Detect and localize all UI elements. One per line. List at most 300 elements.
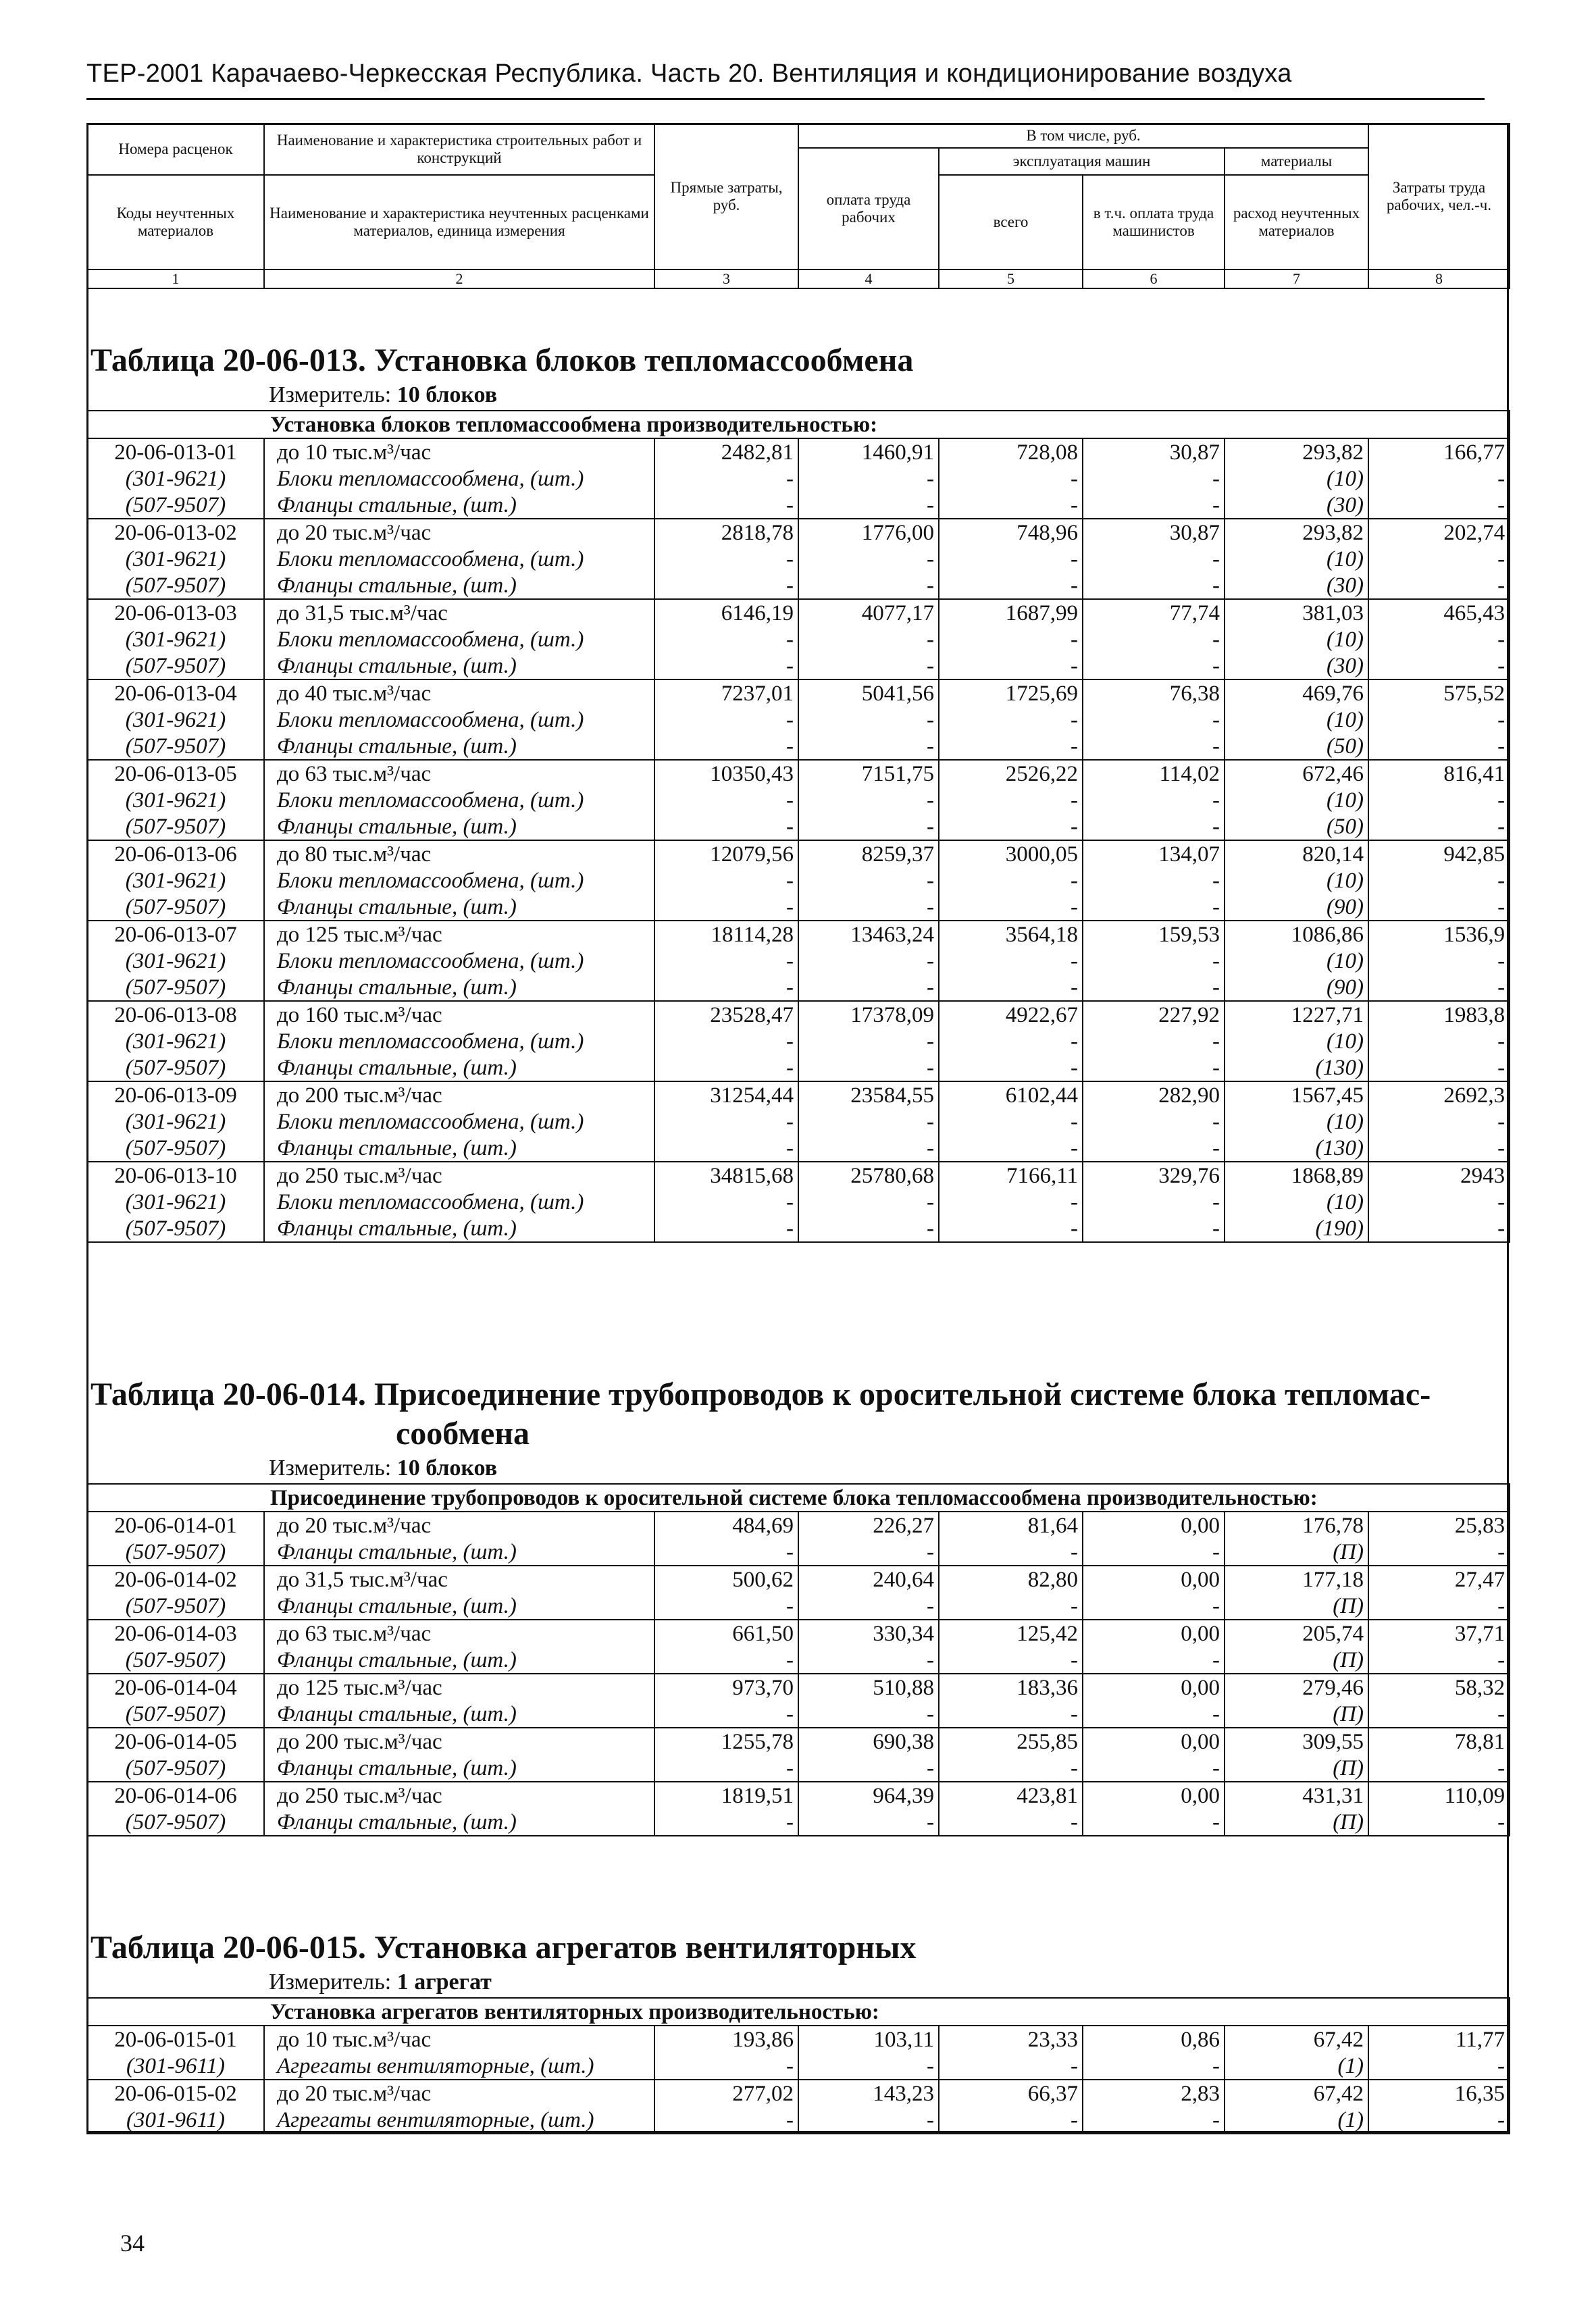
machine-total: 183,36 [939,1674,1083,1701]
labor-hours: 575,52 [1368,679,1510,706]
rate-name: до 31,5 тыс.м³/час [264,599,654,626]
material-code: (301-9611) [87,2053,264,2080]
material-row [87,733,1510,760]
table-title [86,1928,1509,1968]
price-table [86,1483,1510,1836]
materials-cost: 820,14 [1225,840,1368,867]
materials-cost: 309,55 [1225,1728,1368,1755]
machine-total: 728,08 [939,438,1083,465]
rate-name: до 160 тыс.м³/час [264,1001,654,1028]
machinist-pay: 227,92 [1083,1001,1225,1028]
empty-value: - [939,1054,1083,1081]
direct-cost: 34815,68 [654,1162,798,1189]
empty-value: - [1368,733,1510,760]
rate-row [87,840,1510,867]
rate-row [87,1512,1510,1539]
labor-pay: 5041,56 [798,679,939,706]
material-code: (301-9621) [87,1028,264,1054]
material-code: (507-9507) [87,1539,264,1566]
labor-pay: 510,88 [798,1674,939,1701]
machine-total: 125,42 [939,1620,1083,1647]
material-row [87,626,1510,652]
empty-value: - [798,974,939,1001]
table-section [86,1375,1509,1836]
machinist-pay: 0,00 [1083,1512,1225,1539]
machinist-pay: 0,86 [1083,2026,1225,2053]
col-num-3: 3 [654,269,798,288]
material-qty: (10) [1225,546,1368,572]
rate-code: 20-06-013-04 [87,679,264,706]
empty-value: - [1083,465,1225,492]
empty-value: - [1083,1593,1225,1620]
empty-value: - [939,706,1083,733]
empty-value: - [798,2107,939,2134]
material-row [87,1593,1510,1620]
rate-code: 20-06-013-08 [87,1001,264,1028]
rate-name: до 20 тыс.м³/час [264,519,654,546]
direct-cost: 193,86 [654,2026,798,2053]
col1-header-top: Номера расценок [87,124,264,175]
empty-value: - [939,1108,1083,1135]
empty-value: - [1368,974,1510,1001]
table-title-continuation: сообмена [396,1416,530,1451]
empty-value: - [1083,1108,1225,1135]
rate-code: 20-06-013-06 [87,840,264,867]
empty-value: - [939,787,1083,813]
empty-value: - [939,1189,1083,1215]
measure-label: Измеритель: [269,382,392,407]
empty-value: - [1368,813,1510,840]
material-row [87,1189,1510,1215]
rate-row [87,1728,1510,1755]
empty-value: - [1083,1647,1225,1674]
material-qty: (10) [1225,787,1368,813]
material-qty: (П) [1225,1809,1368,1836]
empty-value: - [1368,948,1510,974]
empty-value: - [654,546,798,572]
empty-value: - [939,1701,1083,1728]
machine-total: 1687,99 [939,599,1083,626]
rate-name: до 10 тыс.м³/час [264,2026,654,2053]
material-name: Блоки тепломассообмена, (шт.) [264,546,654,572]
empty-value: - [654,867,798,894]
empty-value: - [654,974,798,1001]
empty-value: - [939,948,1083,974]
col8-header: Затраты труда рабочих, чел.-ч. [1368,124,1510,269]
empty-value: - [654,465,798,492]
empty-value: - [654,706,798,733]
labor-hours: 2692,3 [1368,1081,1510,1108]
empty-value: - [654,1755,798,1782]
empty-value: - [798,1755,939,1782]
material-qty: (10) [1225,948,1368,974]
empty-value: - [1368,1135,1510,1162]
machinist-pay: 114,02 [1083,760,1225,787]
labor-hours: 2943 [1368,1162,1510,1189]
material-qty: (10) [1225,1028,1368,1054]
measure-label: Измеритель: [269,1456,392,1481]
empty-value: - [798,1593,939,1620]
empty-value: - [1368,894,1510,921]
machinist-pay: 0,00 [1083,1674,1225,1701]
empty-value: - [798,733,939,760]
empty-value: - [939,1755,1083,1782]
table-title [86,1375,1509,1454]
rate-row [87,760,1510,787]
material-qty: (П) [1225,1755,1368,1782]
material-code: (507-9507) [87,1593,264,1620]
materials-cost: 1567,45 [1225,1081,1368,1108]
rate-name: до 250 тыс.м³/час [264,1782,654,1809]
labor-hours: 942,85 [1368,840,1510,867]
empty-value: - [1368,1539,1510,1566]
empty-value: - [798,1215,939,1242]
rate-code: 20-06-014-04 [87,1674,264,1701]
material-name: Блоки тепломассообмена, (шт.) [264,1028,654,1054]
materials-cost: 293,82 [1225,519,1368,546]
empty-value: - [798,1539,939,1566]
empty-value: - [798,1701,939,1728]
col-num-8: 8 [1368,269,1510,288]
empty-value: - [798,1108,939,1135]
labor-pay: 330,34 [798,1620,939,1647]
material-name: Блоки тепломассообмена, (шт.) [264,1108,654,1135]
rate-row [87,679,1510,706]
col-num-6: 6 [1083,269,1225,288]
materials-cost: 469,76 [1225,679,1368,706]
material-code: (507-9507) [87,813,264,840]
direct-cost: 2818,78 [654,519,798,546]
materials-cost: 1086,86 [1225,921,1368,948]
empty-value: - [1368,1215,1510,1242]
empty-value: - [798,626,939,652]
col-num-1: 1 [87,269,264,288]
materials-cost: 1868,89 [1225,1162,1368,1189]
empty-value: - [1368,1189,1510,1215]
rate-name: до 200 тыс.м³/час [264,1081,654,1108]
materials-cost: 279,46 [1225,1674,1368,1701]
rate-row [87,519,1510,546]
rate-row [87,1162,1510,1189]
material-name: Блоки тепломассообмена, (шт.) [264,706,654,733]
labor-pay: 13463,24 [798,921,939,948]
material-qty: (10) [1225,1108,1368,1135]
material-code: (301-9621) [87,626,264,652]
empty-value: - [654,1701,798,1728]
material-name: Фланцы стальные, (шт.) [264,974,654,1001]
empty-value: - [1368,1593,1510,1620]
direct-cost: 1255,78 [654,1728,798,1755]
labor-hours: 110,09 [1368,1782,1510,1809]
material-name: Агрегаты вентиляторные, (шт.) [264,2107,654,2134]
labor-hours: 58,32 [1368,1674,1510,1701]
machinist-pay: 30,87 [1083,519,1225,546]
material-name: Фланцы стальные, (шт.) [264,492,654,519]
empty-value: - [798,1028,939,1054]
rate-name: до 20 тыс.м³/час [264,2080,654,2107]
material-name: Фланцы стальные, (шт.) [264,1701,654,1728]
rate-code: 20-06-013-07 [87,921,264,948]
direct-cost: 277,02 [654,2080,798,2107]
empty-value: - [939,2053,1083,2080]
empty-value: - [798,2053,939,2080]
empty-value: - [1083,894,1225,921]
machinist-pay: 2,83 [1083,2080,1225,2107]
col4-header: оплата труда рабочих [798,148,939,269]
rate-name: до 31,5 тыс.м³/час [264,1566,654,1593]
material-code: (301-9621) [87,948,264,974]
empty-value: - [654,1135,798,1162]
table-title-text: Таблица 20-06-014. Присоединение трубопроводов к оросительной системе блока тепломас- [91,1377,1431,1412]
empty-value: - [939,1135,1083,1162]
labor-pay: 25780,68 [798,1162,939,1189]
empty-value: - [654,652,798,679]
subhead-text: Установка агрегатов вентиляторных производительностью: [87,1998,1510,2026]
material-code: (507-9507) [87,1647,264,1674]
rate-code: 20-06-013-03 [87,599,264,626]
labor-pay: 143,23 [798,2080,939,2107]
material-row [87,894,1510,921]
material-name: Фланцы стальные, (шт.) [264,1135,654,1162]
material-name: Блоки тепломассообмена, (шт.) [264,867,654,894]
material-row [87,1701,1510,1728]
empty-value: - [798,1647,939,1674]
empty-value: - [1368,1054,1510,1081]
rate-row [87,1620,1510,1647]
col1-header-bottom: Коды неучтенных материалов [87,175,264,269]
empty-value: - [1083,787,1225,813]
labor-pay: 8259,37 [798,840,939,867]
labor-hours: 1983,8 [1368,1001,1510,1028]
material-name: Фланцы стальные, (шт.) [264,1593,654,1620]
empty-value: - [1083,706,1225,733]
rate-name: до 20 тыс.м³/час [264,1512,654,1539]
material-row [87,1028,1510,1054]
materials-cost: 381,03 [1225,599,1368,626]
rate-row [87,921,1510,948]
rate-code: 20-06-015-02 [87,2080,264,2107]
col5-header: всего [939,175,1083,269]
col3-header: Прямые затраты, руб. [654,124,798,269]
price-table [86,1997,1510,2134]
empty-value: - [1083,1215,1225,1242]
empty-value: - [939,733,1083,760]
direct-cost: 2482,81 [654,438,798,465]
empty-value: - [1083,948,1225,974]
material-qty: (90) [1225,974,1368,1001]
page-number: 34 [120,2230,145,2257]
material-name: Фланцы стальные, (шт.) [264,1215,654,1242]
machinist-pay: 134,07 [1083,840,1225,867]
empty-value: - [1368,1809,1510,1836]
direct-cost: 18114,28 [654,921,798,948]
measure-value: 1 агрегат [396,1970,492,1995]
measure-label: Измеритель: [269,1970,392,1995]
material-qty: (50) [1225,733,1368,760]
labor-pay: 226,27 [798,1512,939,1539]
machine-total: 1725,69 [939,679,1083,706]
rate-row [87,438,1510,465]
material-code: (301-9621) [87,1189,264,1215]
empty-value: - [1368,706,1510,733]
direct-cost: 31254,44 [654,1081,798,1108]
table-section [86,1928,1509,2134]
empty-value: - [654,1028,798,1054]
rate-name: до 80 тыс.м³/час [264,840,654,867]
empty-value: - [1368,1701,1510,1728]
material-qty: (30) [1225,492,1368,519]
empty-value: - [1083,652,1225,679]
material-row [87,1647,1510,1674]
material-name: Фланцы стальные, (шт.) [264,733,654,760]
empty-value: - [1368,1647,1510,1674]
empty-value: - [798,572,939,599]
empty-value: - [798,867,939,894]
direct-cost: 7237,01 [654,679,798,706]
table-title-text: Таблица 20-06-013. Установка блоков тепломассообмена [91,342,914,378]
material-row [87,572,1510,599]
empty-value: - [939,1215,1083,1242]
material-qty: (130) [1225,1054,1368,1081]
material-name: Фланцы стальные, (шт.) [264,1539,654,1566]
rate-row [87,1566,1510,1593]
material-code: (507-9507) [87,1215,264,1242]
material-row [87,1135,1510,1162]
material-row [87,2053,1510,2080]
rate-code: 20-06-014-05 [87,1728,264,1755]
material-row [87,974,1510,1001]
rate-code: 20-06-014-06 [87,1782,264,1809]
material-qty: (10) [1225,1189,1368,1215]
empty-value: - [654,626,798,652]
materials-cost: 205,74 [1225,1620,1368,1647]
labor-hours: 166,77 [1368,438,1510,465]
material-qty: (1) [1225,2107,1368,2134]
material-name: Фланцы стальные, (шт.) [264,1647,654,1674]
labor-pay: 4077,17 [798,599,939,626]
table-title [86,341,1509,380]
empty-value: - [798,813,939,840]
materials-cost: 176,78 [1225,1512,1368,1539]
machines-header: эксплуатация машин [939,148,1225,175]
empty-value: - [654,894,798,921]
empty-value: - [1083,626,1225,652]
materials-cost: 177,18 [1225,1566,1368,1593]
empty-value: - [798,706,939,733]
material-row [87,948,1510,974]
labor-hours: 1536,9 [1368,921,1510,948]
empty-value: - [939,465,1083,492]
empty-value: - [939,572,1083,599]
material-code: (301-9621) [87,1108,264,1135]
table-measure [86,380,1509,410]
labor-pay: 240,64 [798,1566,939,1593]
material-code: (301-9621) [87,867,264,894]
rate-code: 20-06-014-03 [87,1620,264,1647]
material-code: (301-9621) [87,465,264,492]
empty-value: - [654,1215,798,1242]
machine-total: 81,64 [939,1512,1083,1539]
empty-value: - [654,2107,798,2134]
rate-code: 20-06-014-02 [87,1566,264,1593]
empty-value: - [798,894,939,921]
empty-value: - [939,652,1083,679]
empty-value: - [1083,546,1225,572]
materials-cost: 1227,71 [1225,1001,1368,1028]
empty-value: - [939,1539,1083,1566]
empty-value: - [939,626,1083,652]
empty-value: - [798,787,939,813]
material-code: (301-9621) [87,706,264,733]
material-qty: (П) [1225,1593,1368,1620]
machine-total: 255,85 [939,1728,1083,1755]
labor-pay: 1776,00 [798,519,939,546]
empty-value: - [939,813,1083,840]
measure-value: 10 блоков [396,1456,498,1481]
material-name: Фланцы стальные, (шт.) [264,572,654,599]
empty-value: - [939,894,1083,921]
empty-value: - [1368,626,1510,652]
material-code: (507-9507) [87,1135,264,1162]
rate-row [87,1081,1510,1108]
empty-value: - [1368,2107,1510,2134]
empty-value: - [1083,2107,1225,2134]
empty-value: - [1083,1054,1225,1081]
empty-value: - [939,492,1083,519]
empty-value: - [1083,1809,1225,1836]
material-qty: (П) [1225,1647,1368,1674]
empty-value: - [654,813,798,840]
col6-header: в т.ч. оплата труда машинистов [1083,175,1225,269]
material-code: (507-9507) [87,1701,264,1728]
subhead-row [87,1998,1510,2026]
labor-hours: 78,81 [1368,1728,1510,1755]
page-header-title: ТЕР-2001 Карачаево-Черкесская Республика. Часть 20. Вентиляция и кондиционирование воздуха [86,59,1292,88]
material-code: (507-9507) [87,974,264,1001]
col-num-5: 5 [939,269,1083,288]
subhead-text: Установка блоков тепломассообмена производительностью: [87,411,1510,438]
direct-cost: 500,62 [654,1566,798,1593]
table-section [86,341,1509,1243]
material-row [87,1539,1510,1566]
empty-value: - [654,1593,798,1620]
material-qty: (10) [1225,465,1368,492]
material-code: (507-9507) [87,1809,264,1836]
material-row [87,2107,1510,2134]
material-code: (507-9507) [87,1755,264,1782]
material-code: (301-9611) [87,2107,264,2134]
direct-cost: 23528,47 [654,1001,798,1028]
material-row [87,1809,1510,1836]
material-code: (507-9507) [87,1054,264,1081]
empty-value: - [654,492,798,519]
empty-value: - [654,1108,798,1135]
empty-value: - [1368,1108,1510,1135]
machinist-pay: 329,76 [1083,1162,1225,1189]
empty-value: - [798,652,939,679]
empty-value: - [1368,572,1510,599]
rate-code: 20-06-013-09 [87,1081,264,1108]
rate-code: 20-06-013-10 [87,1162,264,1189]
direct-cost: 484,69 [654,1512,798,1539]
rate-name: до 125 тыс.м³/час [264,921,654,948]
machinist-pay: 0,00 [1083,1620,1225,1647]
material-row [87,1108,1510,1135]
direct-cost: 6146,19 [654,599,798,626]
empty-value: - [1368,492,1510,519]
empty-value: - [939,2107,1083,2134]
machinist-pay: 77,74 [1083,599,1225,626]
